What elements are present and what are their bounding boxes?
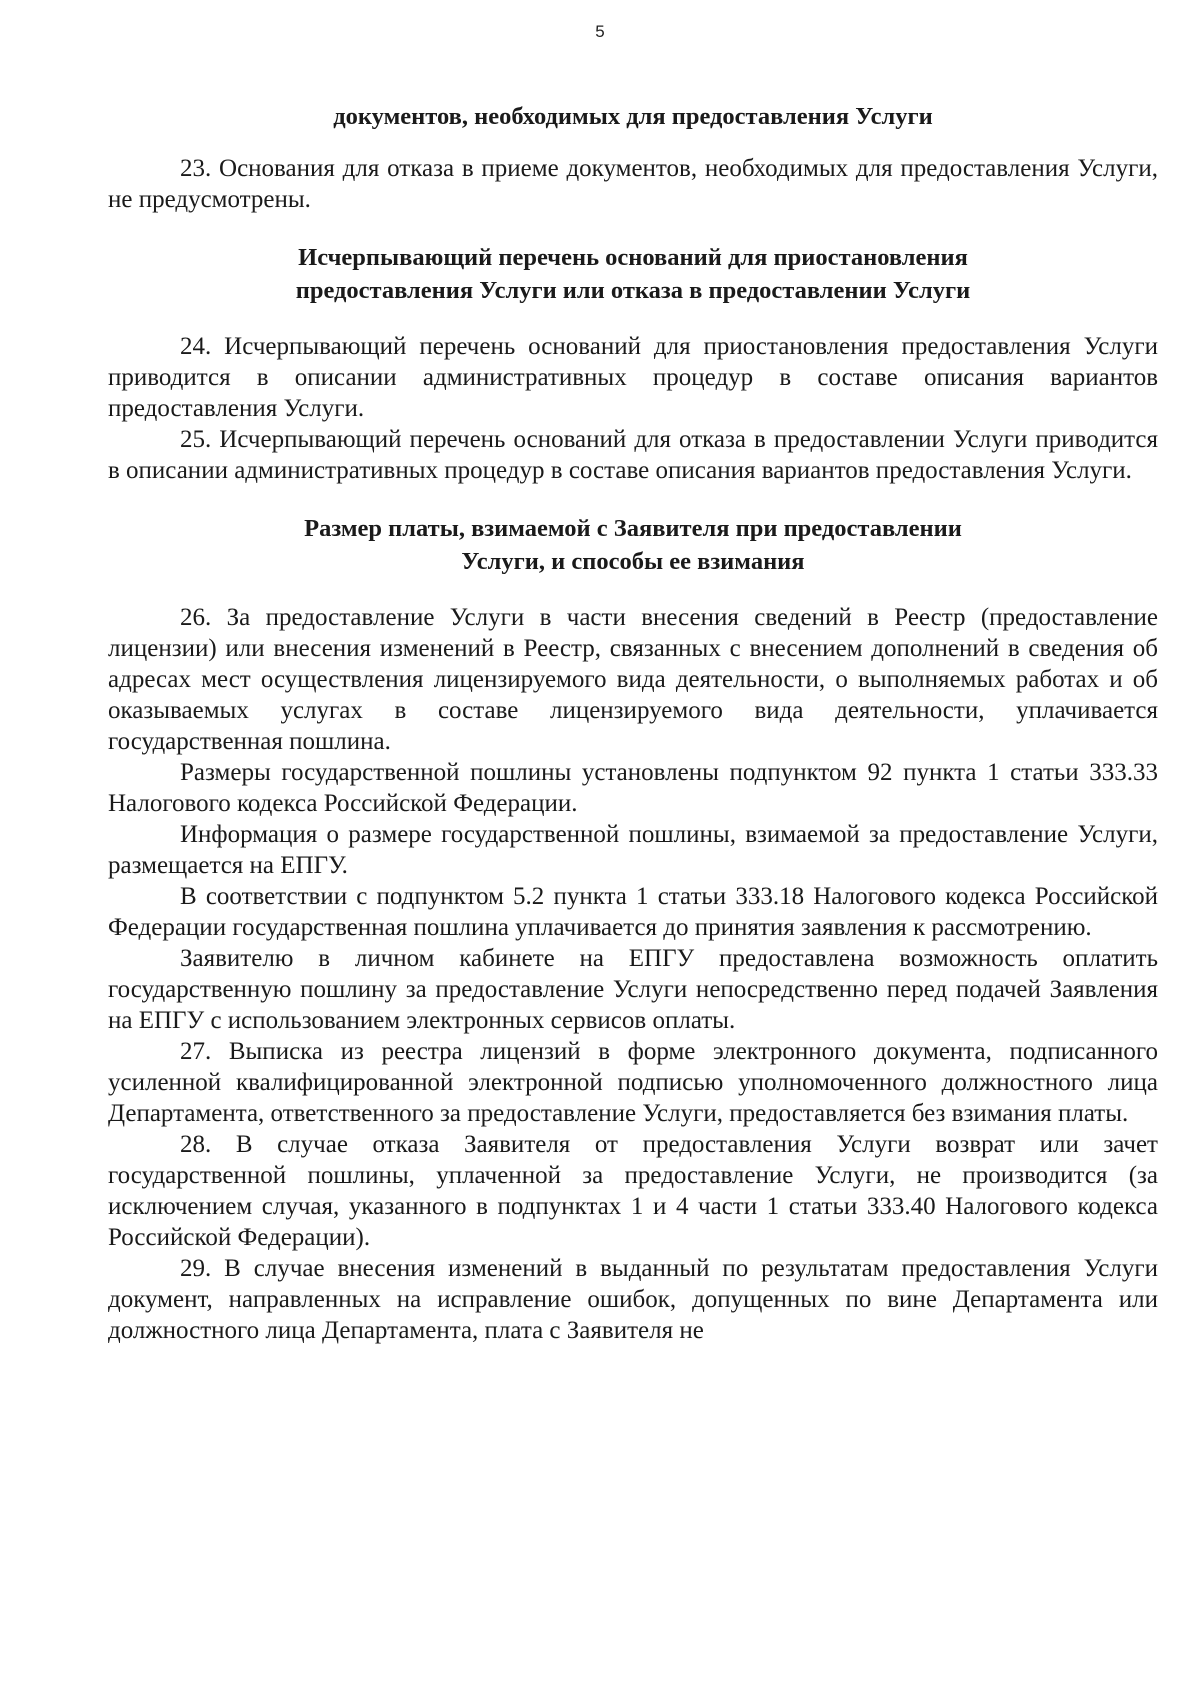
paragraph-29: 29. В случае внесения изменений в выданный по результатам предоставления Услуги документ, направленных на исправление ошибок, допущенных по вине Департамента или должностного лица Департамента, плата с Заявителя не	[108, 1255, 1158, 1344]
paragraph: Заявителю в личном кабинете на ЕПГУ предоставлена возможность оплатить государственную пошлину за предоставление Услуги непосредственно перед подачей Заявления на ЕПГУ с использованием электронных сервисов оплаты.	[108, 945, 1158, 1034]
paragraph: Информация о размере государственной пошлины, взимаемой за предоставление Услуги, размещается на ЕПГУ.	[108, 821, 1158, 879]
section-heading	[108, 100, 1158, 133]
section-heading	[108, 241, 1158, 307]
heading-line: Размер платы, взимаемой с Заявителя при предоставлении	[304, 515, 962, 542]
section-heading	[108, 512, 1158, 578]
paragraph: В соответствии с подпунктом 5.2 пункта 1 статьи 333.18 Налогового кодекса Российской Федерации государственная пошлина уплачивается до принятия заявления к рассмотрению.	[108, 883, 1158, 941]
page-number: 5	[595, 22, 605, 41]
paragraph-27: 27. Выписка из реестра лицензий в форме электронного документа, подписанного усиленной квалифицированной электронной подписью уполномоченного должностного лица Департамента, ответственного за предоставление Услуги, предоставляется без взимания платы.	[108, 1038, 1158, 1127]
document-body	[108, 100, 1158, 1346]
paragraph-24: 24. Исчерпывающий перечень оснований для приостановления предоставления Услуги приводится в описании административных процедур в составе описания вариантов предоставления Услуги.	[108, 333, 1158, 422]
heading-line: Исчерпывающий перечень оснований для приостановления	[298, 244, 968, 271]
paragraph-28: 28. В случае отказа Заявителя от предоставления Услуги возврат или зачет государственной пошлины, уплаченной за предоставление Услуги, не производится (за исключением случая, указанного в подпунктах 1 и 4 части 1 статьи 333.40 Налогового кодекса Российской Федерации).	[108, 1131, 1158, 1251]
paragraph-23: 23. Основания для отказа в приеме документов, необходимых для предоставления Услуги, не предусмотрены.	[108, 155, 1158, 213]
paragraph-25: 25. Исчерпывающий перечень оснований для отказа в предоставлении Услуги приводится в описании административных процедур в составе описания вариантов предоставления Услуги.	[108, 426, 1158, 484]
paragraph: Размеры государственной пошлины установлены подпунктом 92 пункта 1 статьи 333.33 Налогового кодекса Российской Федерации.	[108, 759, 1158, 817]
heading-line: Услуги, и способы ее взимания	[461, 548, 805, 575]
heading-line: документов, необходимых для предоставления Услуги	[333, 103, 933, 130]
paragraph-26: 26. За предоставление Услуги в части внесения сведений в Реестр (предоставление лицензии) или внесения изменений в Реестр, связанных с внесением дополнений в сведения об адресах мест осуществления лицензируемого вида деятельности, о выполняемых работах и об оказываемых услугах в составе лицензируемого вида деятельности, уплачивается государственная пошлина.	[108, 604, 1158, 755]
heading-line: предоставления Услуги или отказа в предоставлении Услуги	[295, 277, 971, 304]
